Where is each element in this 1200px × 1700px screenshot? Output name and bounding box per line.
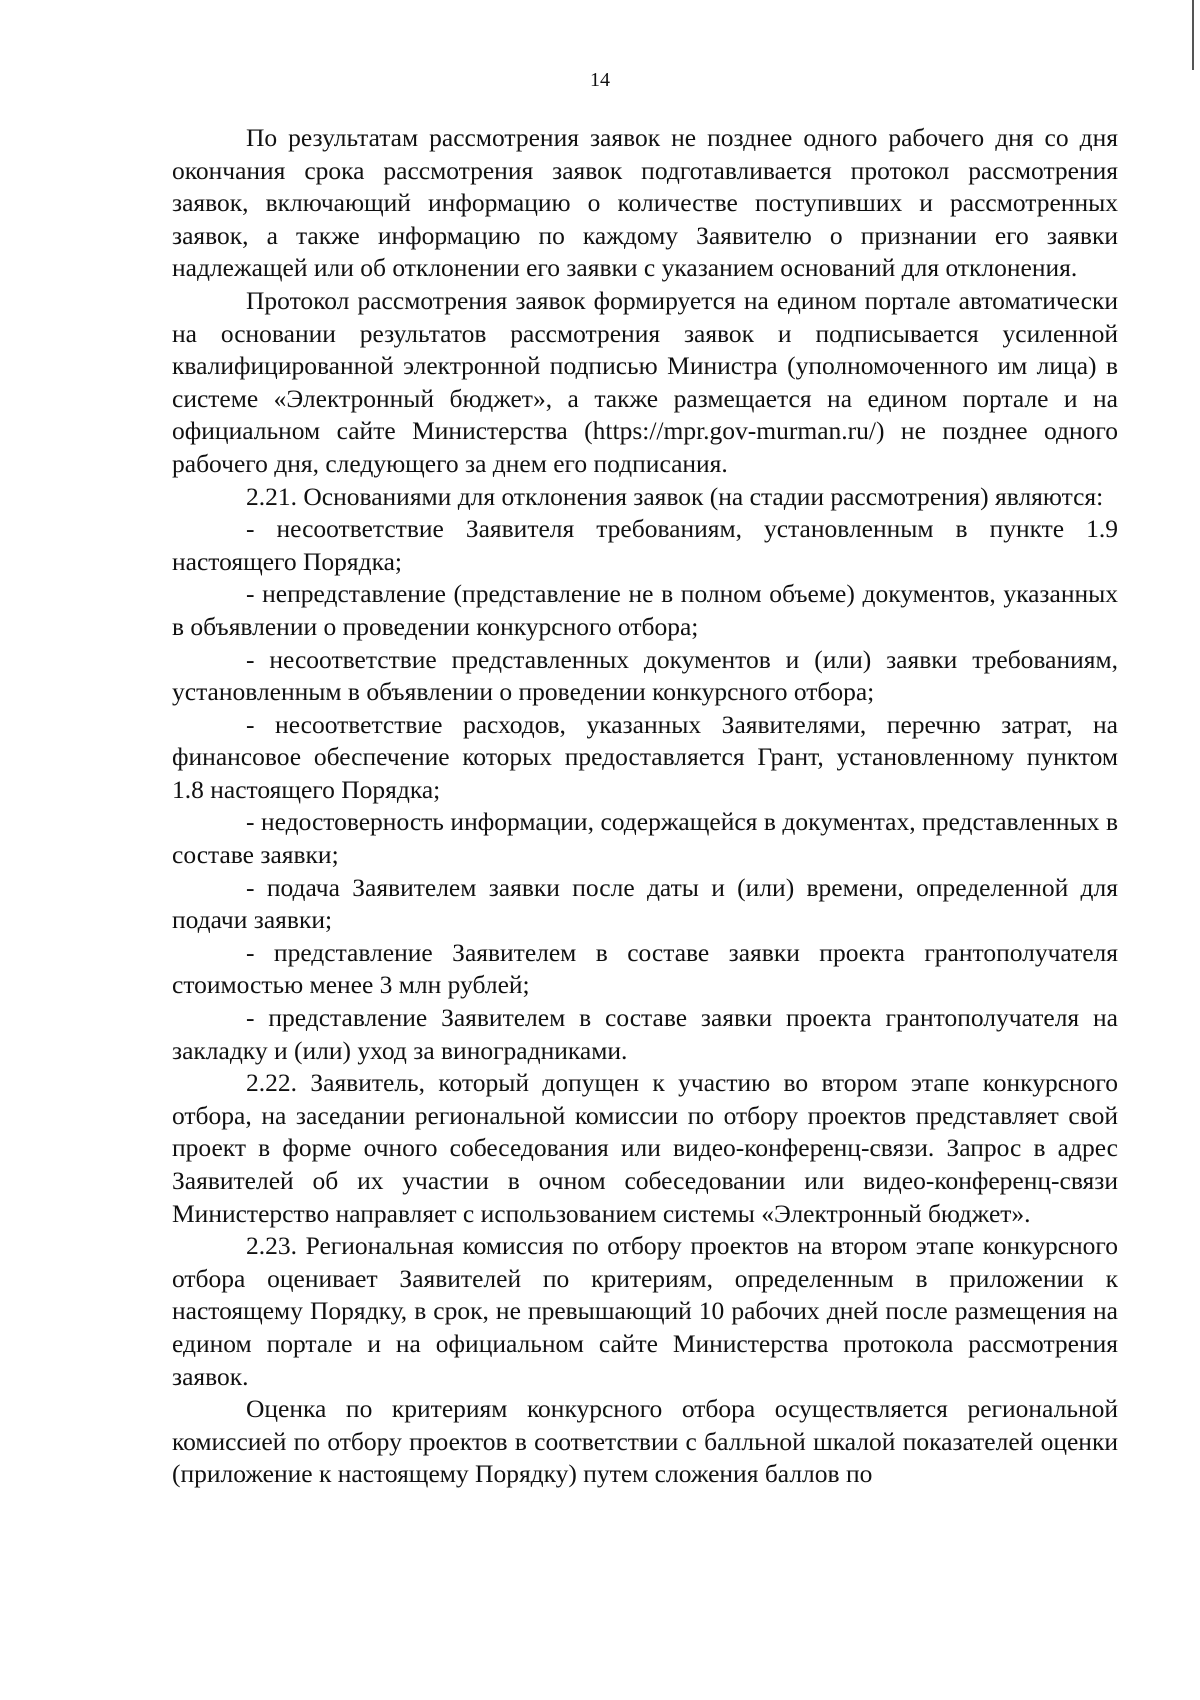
list-item-rejection-3: - несоответствие представленных документов и (или) заявки требованиям, установленным в объявлении о проведении конкурсного отбора; — [172, 644, 1118, 707]
scan-edge-line — [1192, 0, 1194, 70]
paragraph-protocol-signing: Протокол рассмотрения заявок формируется на едином портале автоматически на основании результатов рассмотрения заявок и подписывается усиленной квалифицированной электронной подписью Министра (уполномоченного им лица) в системе «Электронный бюджет», а также размещается на едином портале и на официальном сайте Министерства (https://mpr.gov-murman.ru/) не позднее одного рабочего дня, следующего за днем его подписания. — [172, 285, 1118, 478]
list-item-rejection-1: - несоответствие Заявителя требованиям, установленным в пункте 1.9 настоящего Порядка; — [172, 514, 1118, 576]
list-item-rejection-5: - недостоверность информации, содержащейся в документах, представленных в составе заявки; — [172, 807, 1118, 870]
paragraph-protocol-preparation: По результатам рассмотрения заявок не позднее одного рабочего дня со дня окончания срока рассмотрения заявок подготавливается протокол рассмотрения заявок, включающий информацию о количестве поступивших и рассмотренных заявок, а также информацию по каждому Заявителю о признании его заявки надлежащей или об отклонении его заявки с указанием оснований для отклонения. — [172, 123, 1118, 283]
paragraph-section-2-23: 2.23. Региональная комиссия по отбору проектов на втором этапе конкурсного отбора оценивает Заявителей по критериям, определенным в приложении к настоящему Порядку, в срок, не превышающий 10 рабочих дней после размещения на едином портале и на официальном сайте Министерства протокола рассмотрения заявок. — [172, 1231, 1118, 1391]
paragraph-section-2-22: 2.22. Заявитель, который допущен к участию во втором этапе конкурсного отбора, на заседании региональной комиссии по отбору проектов представляет свой проект в форме очного собеседования или видео-конференц-связи. Запрос в адрес Заявителей об их участии в очном собеседовании или видео-конференц-связи Министерство направляет с использованием системы «Электронный бюджет». — [172, 1068, 1118, 1228]
list-item-rejection-2: - непредставление (представление не в полном объеме) документов, указанных в объявлении о проведении конкурсного отбора; — [172, 579, 1118, 641]
page-number: 14 — [590, 69, 610, 91]
document-body — [172, 122, 1118, 1491]
list-item-rejection-4: - несоответствие расходов, указанных Заявителями, перечню затрат, на финансовое обеспечение которых предоставляется Грант, установленному пунктом 1.8 настоящего Порядка; — [172, 709, 1118, 804]
paragraph-section-2-21: 2.21. Основаниями для отклонения заявок (на стадии рассмотрения) являются: — [246, 481, 1104, 511]
list-item-rejection-8: - представление Заявителем в составе заявки проекта грантополучателя на закладку и (или) уход за виноградниками. — [172, 1003, 1118, 1065]
paragraph-criteria-evaluation: Оценка по критериям конкурсного отбора осуществляется региональной комиссией по отбору проектов в соответствии с балльной шкалой показателей оценки (приложение к настоящему Порядку) путем сложения баллов по — [172, 1394, 1118, 1489]
list-item-rejection-7: - представление Заявителем в составе заявки проекта грантополучателя стоимостью менее 3 млн рублей; — [172, 937, 1118, 1000]
list-item-rejection-6: - подача Заявителем заявки после даты и (или) времени, определенной для подачи заявки; — [172, 872, 1118, 935]
